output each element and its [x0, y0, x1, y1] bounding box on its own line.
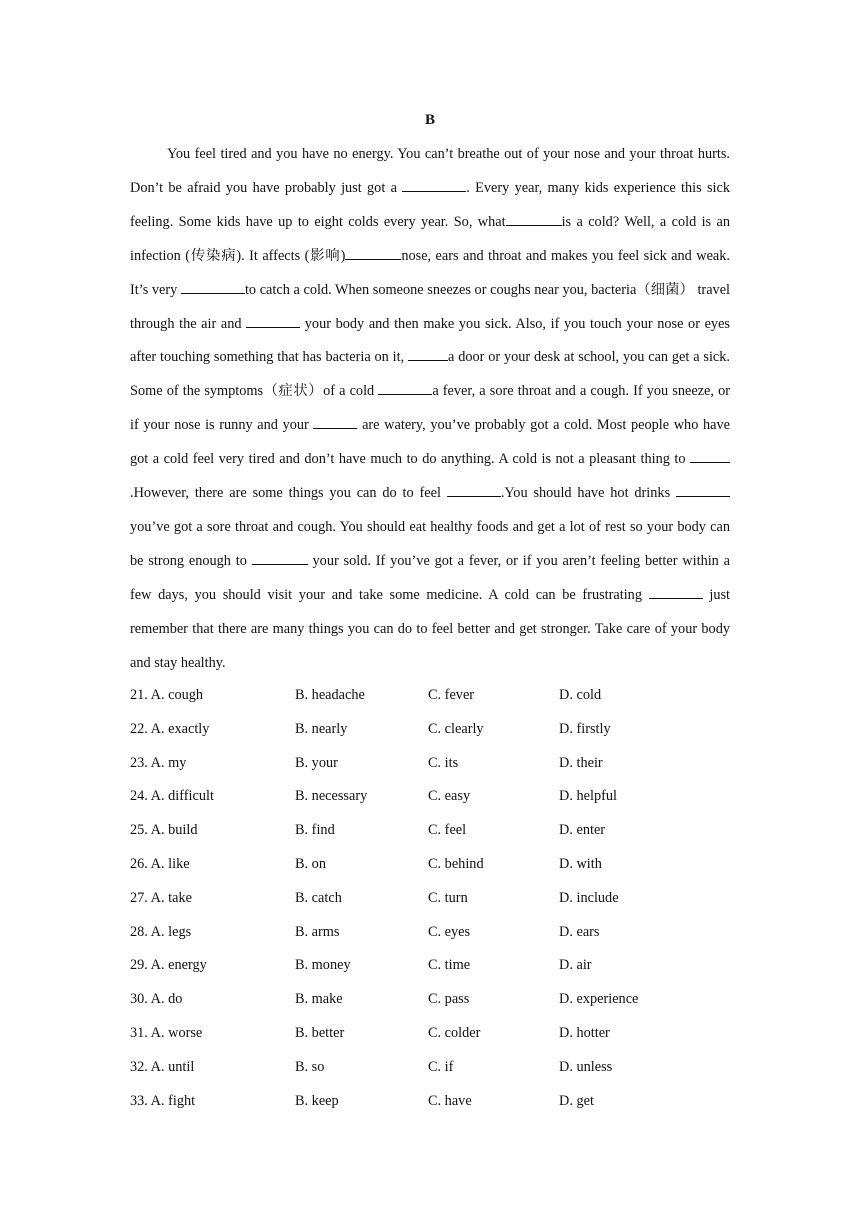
passage-text: are watery, you’ve probably got a cold. Most people who have got a cold feel very tired and don’t have much to do anything. A cold is not a pleasant thing to: [130, 417, 730, 468]
section-title: B: [424, 112, 435, 128]
question-number-option-a: 24. A. difficult: [130, 788, 214, 805]
passage-text: just remember that there are many things you can do to feel better and get stronger. Take care of your body and stay healthy.: [130, 586, 731, 671]
answer-blank: [246, 313, 300, 328]
option-b: B. headache: [295, 687, 365, 703]
answer-blank: [649, 584, 703, 599]
passage-text: a fever, a sore throat and a cough. If you sneeze, or if your nose is runny and your: [130, 383, 730, 434]
question-row: [130, 916, 730, 950]
passage-text: your body and then make you sick. Also, if you touch your nose or eyes after touching something that has bacteria on it,: [130, 315, 730, 366]
question-row: [130, 1051, 730, 1085]
answer-blank: [313, 414, 357, 429]
option-b: B. money: [295, 957, 351, 974]
passage-text: . Every year, many kids experience this sick feeling. Some kids have up to eight colds every year. So, what: [130, 179, 730, 230]
answer-blank: [690, 448, 730, 463]
answer-blank: [506, 211, 562, 226]
option-b: B. make: [295, 991, 343, 1008]
answer-blank: [252, 550, 308, 565]
passage-text: .You should have hot drinks: [500, 485, 676, 502]
cloze-passage: [130, 138, 730, 681]
question-row: [130, 713, 730, 747]
passage-text: You feel tired and you have no energy. You can’t breathe out of your nose and your throat hurts. Don’t be afraid you have probably just got a: [130, 146, 730, 196]
option-b: B. better: [295, 1024, 345, 1041]
option-c: C. behind: [428, 855, 484, 872]
question-row: [130, 949, 730, 983]
option-c: C. clearly: [428, 720, 484, 737]
question-row: [130, 983, 730, 1017]
option-d: D. with: [559, 855, 602, 872]
question-number-option-a: 25. A. build: [130, 822, 198, 839]
answer-blank: [378, 380, 432, 395]
option-c: C. turn: [428, 889, 468, 906]
option-c: C. pass: [428, 991, 470, 1008]
option-b: B. your: [295, 754, 338, 771]
question-options: [130, 679, 730, 1118]
question-number-option-a: 26. A. like: [130, 855, 190, 872]
option-c: C. its: [428, 754, 459, 771]
option-b: B. keep: [295, 1092, 339, 1109]
option-b: B. find: [295, 822, 335, 839]
answer-blank: [676, 482, 730, 497]
option-c: C. feel: [428, 822, 467, 839]
question-row: [130, 848, 730, 882]
option-b: B. so: [295, 1058, 325, 1075]
answer-blank: [181, 279, 245, 294]
option-d: D. experience: [559, 991, 639, 1008]
answer-blank: [345, 245, 401, 260]
question-row: [130, 780, 730, 814]
question-row: [130, 882, 730, 916]
option-c: C. easy: [428, 788, 471, 805]
option-d: D. air: [559, 957, 592, 974]
question-number-option-a: 33. A. fight: [130, 1092, 196, 1109]
option-b: B. nearly: [295, 720, 348, 737]
passage-text: you’ve got a sore throat and cough. You should eat healthy foods and get a lot of rest so your body can be strong enough to: [130, 518, 730, 569]
passage-text: your sold. If you’ve got a fever, or if you aren’t feeling better within a few days, you should visit your and take some medicine. A cold can be frustrating: [130, 552, 730, 603]
option-b: B. necessary: [295, 788, 368, 805]
question-row: [130, 679, 730, 713]
option-d: D. enter: [559, 822, 606, 839]
answer-blank: [408, 346, 448, 361]
option-c: C. have: [428, 1092, 472, 1109]
question-number-option-a: 22. A. exactly: [130, 720, 210, 737]
passage-text: a door or your desk at school, you can get a sick. Some of the symptoms（症状）of a cold: [130, 349, 730, 400]
option-d: D. get: [559, 1092, 594, 1109]
option-d: D. firstly: [559, 720, 611, 737]
option-b: B. catch: [295, 889, 342, 906]
option-d: D. ears: [559, 923, 600, 940]
passage-text: is a cold? Well, a cold is an infection (传染病). It affects (影响): [130, 213, 730, 264]
option-c: C. fever: [428, 687, 475, 703]
passage-text: .However, there are some things you can do to feel: [130, 485, 447, 502]
question-row: [130, 747, 730, 781]
option-d: D. include: [559, 889, 619, 906]
question-number-option-a: 30. A. do: [130, 991, 183, 1008]
question-number-option-a: 28. A. legs: [130, 923, 192, 940]
question-number-option-a: 23. A. my: [130, 754, 187, 771]
question-number-option-a: 31. A. worse: [130, 1024, 203, 1041]
option-d: D. helpful: [559, 788, 617, 805]
option-d: D. hotter: [559, 1024, 610, 1041]
answer-blank: [447, 482, 501, 497]
option-b: B. on: [295, 855, 326, 872]
question-row: [130, 814, 730, 848]
question-number-option-a: 32. A. until: [130, 1058, 195, 1075]
option-d: D. cold: [559, 687, 602, 703]
option-c: C. if: [428, 1058, 454, 1075]
answer-blank: [402, 177, 466, 192]
question-row: [130, 1085, 730, 1119]
option-d: D. their: [559, 754, 603, 771]
option-b: B. arms: [295, 923, 340, 940]
option-c: C. eyes: [428, 923, 471, 940]
question-row: [130, 1017, 730, 1051]
question-number-option-a: 27. A. take: [130, 889, 192, 906]
passage-text: nose, ears and throat and makes you feel sick and weak. It’s very: [130, 247, 730, 298]
option-c: C. time: [428, 957, 471, 974]
option-d: D. unless: [559, 1058, 613, 1075]
question-number-option-a: 29. A. energy: [130, 957, 207, 974]
passage-text: to catch a cold. When someone sneezes or coughs near you, bacteria（细菌） travel through the air and: [130, 281, 731, 332]
question-number-option-a: 21. A. cough: [130, 687, 204, 703]
option-c: C. colder: [428, 1024, 481, 1041]
